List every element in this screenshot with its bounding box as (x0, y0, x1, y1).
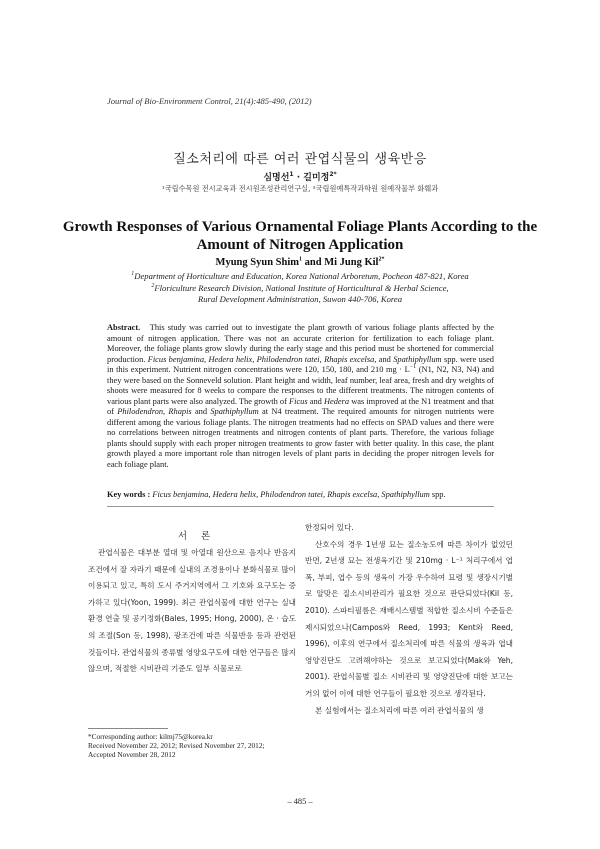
korean-affiliation: ¹국립수목원 전시교육과 전시원조성관리연구실, ²국립원예특작과학원 원예작물부 화훼과 (161, 184, 439, 193)
affiliation-1-sup: 1 (131, 271, 135, 278)
korean-title: 질소처리에 따른 여러 관엽식물의 생육반응 (173, 152, 427, 167)
affiliation-2-text: Floriculture Research Division, National Institute of Horticultural & Herbal Science, (154, 282, 449, 293)
keywords-suffix: spp. (429, 490, 446, 499)
affiliation-2-line-1 (100, 283, 500, 295)
abstract-and-3: and (191, 407, 211, 416)
abstract-spathiphyllum: Spathiphyllum (210, 407, 259, 416)
page-number: – 485 – (287, 797, 313, 806)
en-author-1-sup: 1 (299, 256, 302, 263)
abstract-text-3: (N1, N2, N3, N4) and they were based on the Sonneveld solution. Plant height and width, leaf number, leaf area, fresh and dry weights of shoots were measured for 8 weeks to compare the responses to the different treatments. The nitrogen contents of various plant parts were also analyzed. The growth of (107, 365, 494, 406)
affiliation-2-sup: 2 (151, 282, 155, 289)
left-paragraph-1: 관엽식물은 대부분 열대 및 아열대 원산으로 음지나 반음지 조건에서 잘 자라기 때문에 실내의 조경용이나 분화식물로 많이 이용되고 있고, 특히 도시 주거지역에서 그 기호와 요구도는 증가하고 있다(Yoon, 1999). 최근 관엽식물에 대한 연구는 실내환경 연출 및 공기정화(Bales, 1995; Hong, 2000), 온 · 습도의 조절(Son 등, 1998), 광조건에 따른 식물반응 등과 관련된 것들이다. 관엽식물의 종류별 영양요구도에 대한 연구들은 많지 않으며, 적절한 시비관리 기준도 일부 식물로로 (88, 548, 296, 674)
affiliation-1-text: Department of Horticulture and Education, Korea National Arboretum, Pocheon 487-821, Korea (134, 271, 469, 281)
affiliation-2-line-2: Rural Development Administration, Suwon 440-706, Korea (197, 294, 403, 304)
en-author-2: Mi Jung Kil (324, 257, 379, 268)
abstract-text-5: at N4 treatment. The required amounts for nitrogen nutrients were different among the various foliage plants. The nitrogen treatments had no effects on SPAD values and there were no correlations between nitrogen treatments and nitrogen contents of plant parts. Therefore, the various foliage plants should supply with each proper nitrogen treatments to grow faster with better quality. In this case, the plant growth played a more important role than nitrogen levels of plant parts in deciding the proper nitrogen levels for each foliage plant. (107, 407, 495, 469)
abstract-hedera: Hedera (323, 396, 350, 406)
en-author-connector: and (302, 257, 325, 268)
section-divider (107, 506, 494, 507)
footnote-received: Received November 22, 2012; Revised November 27, 2012; (88, 741, 265, 751)
ko-author-sep: · (293, 173, 304, 183)
abstract-text-2: spp. were used in this experiment. Nutrient nitrogen concentrations were 120, 150, 180, and 210 mg · L (107, 354, 494, 374)
english-title: Growth Responses of Various Ornamental Foliage Plants According to the Amount of Nitrogen Application (62, 219, 538, 253)
footnote-divider (88, 728, 168, 729)
abstract-philodendron: Philodendron (117, 407, 164, 416)
right-paragraph-1: 한정되어 있다. (305, 523, 354, 532)
en-author-2-sup: 2* (378, 256, 385, 263)
abstract-species: Ficus benjamina, Hedera helix, Philodendron tatei, Rhapis excelsa, (147, 354, 377, 364)
abstract-label: Abstract. (107, 323, 141, 332)
abstract-text-1: This study was carried out to investigate the plant growth of various foliage plants affected by the amount of nitrogen application. There was not an accurate criterion for fertilization to each foliage plant. Moreover, the foliage plants grow slowly during the early stage and this period must be shortened for commercial production. (107, 323, 495, 364)
right-column (305, 520, 513, 719)
footnote (88, 732, 308, 760)
abstract (107, 323, 494, 470)
abstract-species-last: Spathiphyllum (393, 354, 442, 364)
abstract-unit-sup: −1 (409, 364, 417, 371)
journal-citation: Journal of Bio-Environment Control, 21(4):485-490, (2012) (107, 96, 312, 106)
abstract-and-1: and (376, 354, 394, 364)
abstract-comma: , (163, 407, 169, 416)
ko-author-2-sup: 2* (329, 171, 337, 178)
left-column (88, 545, 296, 678)
right-paragraph-3: 본 실험에서는 질소처리에 따른 여러 관엽식물의 생 (315, 705, 484, 715)
abstract-ficus: Ficus (289, 396, 308, 406)
right-paragraph-2: 산호수의 경우 1년생 묘는 질소농도에 따른 차이가 없었던 반면, 2년생 묘는 전생육기간 및 210mg · L⁻¹ 처리구에서 엽폭, 부피, 엽수 등의 생육이 가장 우수하여 묘령 및 생장시기별로 알맞은 질소시비관리가 필요한 것으로 판단되었다(Kil 등, 2010). 스파티필름은 재배시스템별 적합한 질소시비 수준들은 제시되었으나(Campos와 Reed, 1993; Kent와 Reed, 1996), 이후의 연구에서 질소처리에 따른 식물의 생육과 엽내 영양진단도 고려해야하는 것으로 보고되었다(Mak와 Yeh, 2001). 관엽식물별 질소 시비관리 및 영양진단에 대한 보고는 거의 없어 이에 대한 연구들이 필요한 것으로 생각된다. (305, 539, 513, 698)
affiliation-1 (100, 271, 500, 283)
abstract-rhapis: Rhapis (168, 407, 192, 416)
keywords (107, 490, 507, 499)
english-authors (0, 257, 600, 268)
keywords-terms: Ficus benjamina, Hedera helix, Philodendron tatei, Rhapis excelsa, Spathiphyllum (152, 490, 430, 499)
abstract-text-4: was improved at the N1 treatment and that of (107, 396, 494, 416)
ko-author-1: 심명선 (263, 173, 290, 183)
en-author-1: Myung Syun Shim (215, 257, 299, 268)
ko-author-2: 길미정 (303, 173, 330, 183)
korean-authors (0, 170, 600, 183)
keywords-label: Key words : (107, 490, 153, 499)
abstract-and-2: and (307, 396, 324, 406)
section-heading-introduction: 서론 (177, 531, 225, 542)
ko-author-1-sup: 1 (289, 171, 294, 178)
footnote-accepted: Accepted November 28, 2012 (88, 750, 176, 760)
english-affiliations (100, 271, 500, 306)
footnote-corresponding: *Corresponding author: kilmj75@korea.kr (88, 732, 213, 741)
